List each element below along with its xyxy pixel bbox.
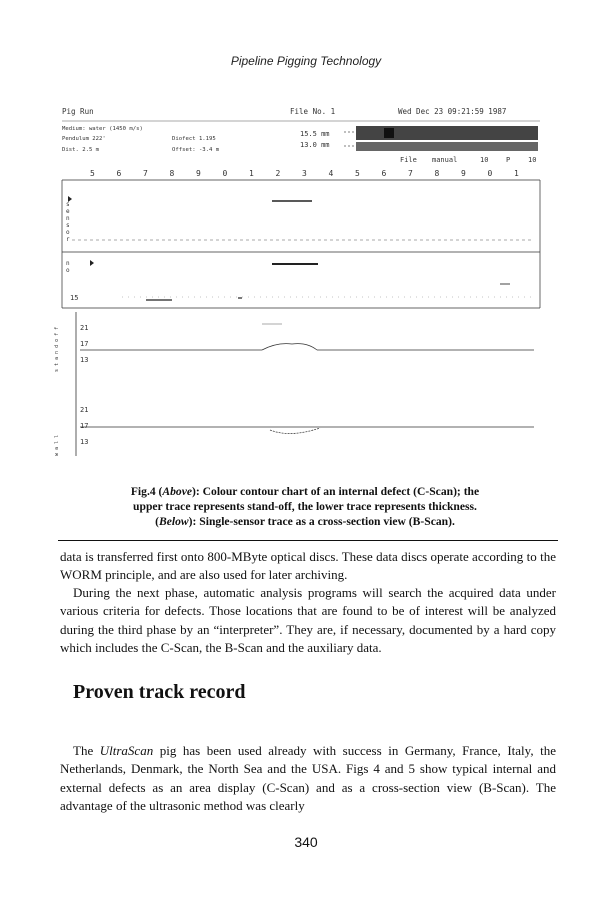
readout-2: 13.0 mm [300,141,330,149]
ultrasonic-scan-figure [54,104,542,456]
scale-tick-label: 2 [275,169,281,178]
param-diofect: Diofect 1.195 [172,136,216,142]
scale-tick-label: 9 [461,169,466,178]
caption-line-2: upper trace represents stand-off, the lower trace represents thickness. [133,500,477,513]
scale-tick-label: 8 [434,169,440,178]
bscan-tick-standoff: 21 [80,324,89,332]
bscan-label-wall: w a l l [54,434,60,456]
scale-tick-label: 8 [169,169,175,178]
body-paragraph-2: During the next phase, automatic analysis programs will search the acquired data under various criteria for defects. Those locations that are found to be of interest will be analyzed during the third phase by an “interpreter”. They are, if necessary, documented by a hard copy which includes the C-Scan, the B-Scan and the auxiliary data. [60,585,556,655]
scale-tick-label: 5 [90,169,95,178]
control-mode: manual [432,156,458,164]
cscan-upper-letter: r [66,236,70,243]
scale-tick-label: 6 [381,169,387,178]
bscan-tick-standoff: 13 [80,356,89,364]
control-v3: 10 [528,156,537,164]
cscan-upper-letter: s [66,201,70,208]
caption-line-1: Fig.4 (Above): Colour contour chart of an internal defect (C-Scan); the [130,485,480,498]
body-paragraph-3: The UltraScan pig has been used already with success in Germany, France, Italy, the Netherlands, Denmark, the North Sea and the USA. Figs 4 and 5 show typical internal and external defects as an area display (C-Scan) and as a cross-section view (B-Scan). The advantage of the ultrasonic method was clearly [60,743,556,813]
figure-top-right: Wed Dec 23 09:21:59 1987 [398,107,507,116]
control-file: File [400,156,417,164]
readout-1: 15.5 mm [300,130,330,138]
scale-tick-label: 3 [302,169,307,178]
cscan-upper-letter: e [66,208,70,215]
scale-tick-label: 5 [355,169,360,178]
running-header: Pipeline Pigging Technology [230,54,382,68]
scale-tick-label: 6 [116,169,122,178]
scale-tick-label: 4 [328,169,334,178]
page-number: 340 [294,834,318,850]
control-v1: 10 [480,156,489,164]
scale-tick-label: 1 [249,169,254,178]
scale-tick-label: 1 [514,169,519,178]
bscan-panel [54,312,534,456]
cscan-lower-tick: 15 [70,294,79,302]
cscan-lower-letter: n [66,260,70,267]
cscan-upper-label [66,201,70,243]
control-v2: P [506,156,511,164]
cscan-upper-letter: s [66,222,70,229]
bscan-label-standoff: s t a n d o f f [54,326,60,372]
scale-tick-label: 0 [222,169,228,178]
param-dist: Dist. 2.5 m [62,147,100,153]
figure-top-center: File No. 1 [290,107,336,116]
cscan-upper-letter: n [66,215,70,222]
bscan-tick-standoff: 17 [80,340,89,348]
cscan-upper-panel [62,180,540,252]
bscan-tick-wall: 21 [80,406,89,414]
bscan-tick-wall: 17 [80,422,89,430]
caption-line-3: (Below): Single-sensor trace as a cross-section view (B-Scan). [155,515,455,528]
bscan-tick-wall: 13 [80,438,89,446]
scale-tick-label: 0 [487,169,493,178]
cscan-upper-letter: o [66,229,70,236]
bscan-ticks [80,324,88,446]
position-scale [90,169,519,178]
body-paragraph-1: data is transferred first onto 800-MByte optical discs. These data discs operate according to the WORM principle, and are also used for later archiving. [60,549,556,583]
param-offset: Offset: -3.4 m [172,147,220,153]
cscan-lower-panel [62,252,540,308]
figure-top-left: Pig Run [62,107,94,116]
scale-tick-label: 7 [408,169,413,178]
cscan-lower-label [66,260,70,274]
param-pendulum: Pendulum 222' [62,136,106,142]
figure-caption [60,484,550,529]
param-medium: Medium: water (1450 m/s) [62,126,143,132]
scale-tick-label: 9 [196,169,201,178]
scale-tick-label: 7 [143,169,148,178]
cscan-lower-letter: o [66,267,70,274]
section-heading: Proven track record [73,681,246,703]
caption-rule [58,540,558,541]
